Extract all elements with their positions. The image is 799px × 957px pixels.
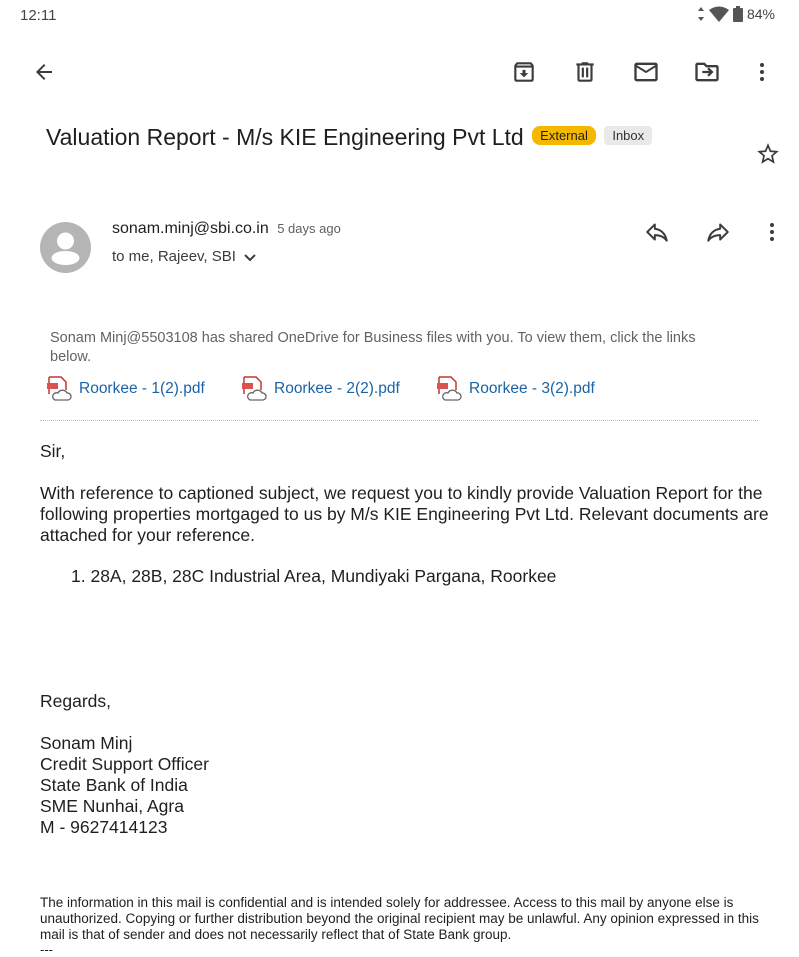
signature-name: Sonam Minj: [40, 733, 133, 753]
signature: [40, 733, 209, 838]
delete-button[interactable]: [561, 48, 609, 96]
star-button[interactable]: [750, 136, 786, 172]
chevron-down-icon: [244, 254, 256, 262]
recipients-text: to me, Rajeev, SBI: [112, 248, 236, 265]
recipients-toggle[interactable]: [112, 248, 256, 265]
label-external: External: [532, 126, 596, 145]
battery-level: 84%: [746, 6, 775, 22]
disclaimer: The information in this mail is confidential and is intended solely for addressee. Access to this mail by anyone else is unauthorized. Copying or further distribution beyond the original recipient may be unlawful. Any opinion expressed in this mail is that of sender and does not necessarily reflect that of State Bank group.: [40, 895, 759, 942]
trailer-dashes: ---: [40, 942, 53, 957]
person-icon: [40, 222, 91, 273]
attachment-name: Roorkee - 3(2).pdf: [469, 380, 595, 397]
attachment-link-1[interactable]: [46, 376, 205, 402]
forward-icon: [705, 219, 731, 245]
signature-branch: SME Nunhai, Agra: [40, 796, 184, 816]
email-subject: Valuation Report - M/s KIE Engineering Pvt Ltd: [46, 124, 524, 150]
forward-button[interactable]: [698, 212, 738, 252]
more-vert-icon: [760, 220, 784, 244]
more-options-button[interactable]: [738, 48, 786, 96]
attachment-link-2[interactable]: [241, 376, 400, 402]
list-item: 1. 28A, 28B, 28C Industrial Area, Mundiyaki Pargana, Roorkee: [71, 566, 557, 586]
signature-org: State Bank of India: [40, 775, 188, 795]
wifi-icon: [709, 6, 729, 22]
subject-row: [46, 124, 786, 151]
data-arrows-icon: [697, 7, 705, 21]
reply-button[interactable]: [637, 212, 677, 252]
divider: [40, 420, 758, 421]
share-note: Sonam Minj@5503108 has shared OneDrive for Business files with you. To view them, click the links below.: [50, 330, 696, 365]
archive-icon: [511, 59, 537, 85]
mark-unread-icon: [632, 58, 660, 86]
property-list: [71, 566, 556, 587]
attachment-links: [46, 376, 766, 406]
pdf-cloud-icon: [241, 376, 267, 402]
reply-icon: [644, 219, 670, 245]
attachment-name: Roorkee - 2(2).pdf: [274, 380, 400, 397]
message-more-button[interactable]: [752, 212, 792, 252]
battery-icon: [733, 6, 743, 22]
more-vert-icon: [750, 60, 774, 84]
sender-email[interactable]: sonam.minj@sbi.co.in: [112, 220, 269, 237]
mark-unread-button[interactable]: [622, 48, 670, 96]
status-bar: [0, 0, 799, 32]
star-outline-icon: [755, 141, 781, 167]
move-to-button[interactable]: [683, 48, 731, 96]
attachment-name: Roorkee - 1(2).pdf: [79, 380, 205, 397]
attachment-link-3[interactable]: [436, 376, 595, 402]
delete-icon: [572, 59, 598, 85]
move-to-icon: [693, 58, 721, 86]
body-paragraph: With reference to captioned subject, we request you to kindly provide Valuation Report for the following properties mortgaged to us by M/s KIE Engineering Pvt Ltd. Relevant documents are attached for your reference.: [40, 483, 769, 545]
pdf-cloud-icon: [436, 376, 462, 402]
signature-phone: M - 9627414123: [40, 817, 168, 837]
regards: Regards,: [40, 691, 112, 711]
greeting: Sir,: [40, 441, 66, 461]
back-button[interactable]: [20, 48, 68, 96]
label-inbox[interactable]: Inbox: [604, 126, 652, 145]
back-arrow-icon: [32, 60, 56, 84]
sender-avatar[interactable]: [40, 222, 91, 273]
status-icons: [697, 6, 775, 22]
pdf-cloud-icon: [46, 376, 72, 402]
sent-time: 5 days ago: [277, 221, 341, 236]
sender-line: [112, 220, 341, 238]
archive-button[interactable]: [500, 48, 548, 96]
signature-title: Credit Support Officer: [40, 754, 209, 774]
top-toolbar: [0, 48, 799, 96]
status-time: 12:11: [20, 7, 57, 24]
